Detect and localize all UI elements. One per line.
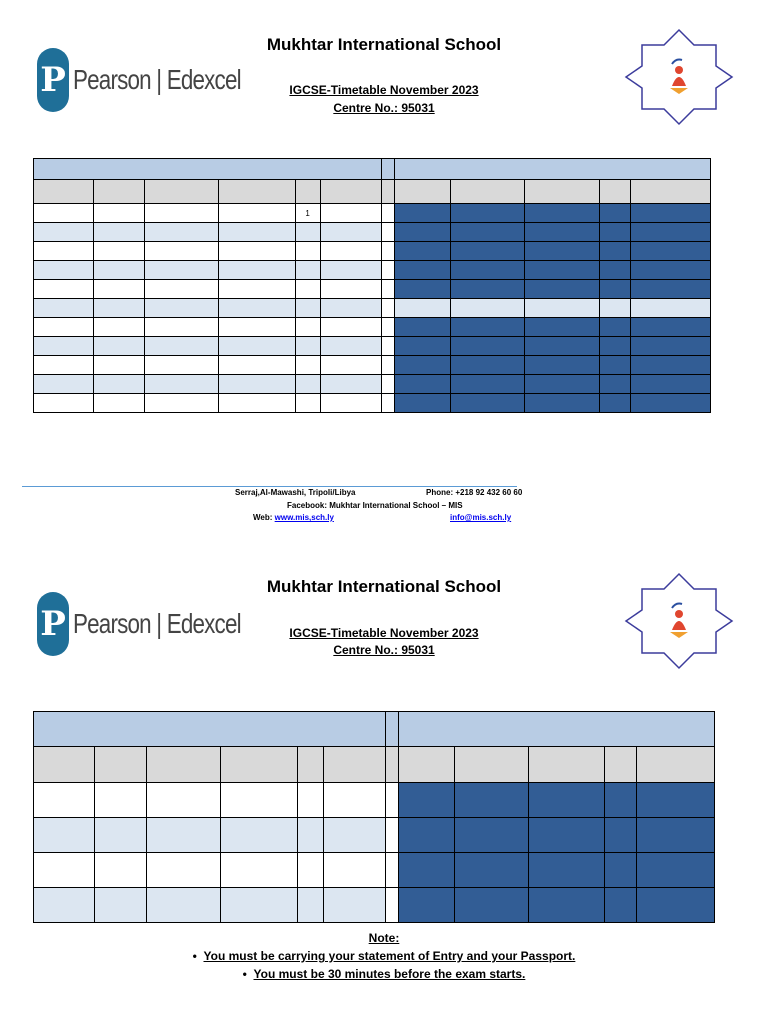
table-cell <box>297 783 323 818</box>
table-cell <box>451 299 525 318</box>
table-cell <box>144 223 218 242</box>
table-cell <box>295 394 320 413</box>
table-cell <box>94 818 146 853</box>
table-cell: 1 <box>295 204 320 223</box>
table-cell <box>382 223 395 242</box>
table-cell <box>525 261 600 280</box>
footer-web-label: Web: <box>253 513 273 522</box>
table-cell <box>34 204 94 223</box>
table-cell <box>93 318 144 337</box>
table-row <box>34 318 711 337</box>
pearson-edexcel-text: Pearson | Edexcel <box>73 64 241 95</box>
website-link[interactable]: www.mis,sch.ly <box>274 513 334 522</box>
table-cell <box>146 888 220 923</box>
table-cell <box>144 261 218 280</box>
table-cell <box>220 853 297 888</box>
table-row <box>34 261 711 280</box>
table-cell <box>386 783 399 818</box>
table-cell <box>144 242 218 261</box>
table-row <box>34 888 715 923</box>
table-cell <box>525 204 600 223</box>
pearson-p-icon: P <box>37 48 69 112</box>
table-cell <box>600 261 631 280</box>
table-cell <box>451 261 525 280</box>
table-cell <box>451 318 525 337</box>
table-cell <box>144 204 218 223</box>
table-cell <box>382 299 395 318</box>
table-cell <box>600 356 631 375</box>
table-cell <box>605 888 637 923</box>
table-cell <box>631 299 711 318</box>
table-cell <box>529 853 605 888</box>
table-cell <box>295 223 320 242</box>
table-cell <box>631 204 711 223</box>
table-cell <box>34 394 94 413</box>
table-cell <box>455 888 529 923</box>
table-cell <box>295 280 320 299</box>
table-cell <box>525 280 600 299</box>
column-header <box>395 180 451 204</box>
table-cell <box>320 375 382 394</box>
column-header <box>386 747 399 783</box>
table-cell <box>451 242 525 261</box>
table-cell <box>382 204 395 223</box>
table-cell <box>395 204 451 223</box>
table-cell <box>93 299 144 318</box>
table-cell <box>144 375 218 394</box>
footer-web <box>253 513 334 522</box>
column-header <box>451 180 525 204</box>
note-title-text: Note: <box>368 931 400 945</box>
table-cell <box>600 394 631 413</box>
table-cell <box>631 261 711 280</box>
table-cell <box>93 356 144 375</box>
table-cell <box>525 318 600 337</box>
table-row <box>34 337 711 356</box>
table-cell <box>637 818 715 853</box>
table-cell <box>382 337 395 356</box>
table-cell <box>395 261 451 280</box>
table-cell <box>382 242 395 261</box>
header-cell-gap <box>382 159 395 180</box>
table-cell <box>525 223 600 242</box>
table-cell <box>525 356 600 375</box>
table-cell <box>382 261 395 280</box>
table-cell <box>34 783 95 818</box>
table-cell <box>93 242 144 261</box>
table-cell <box>600 375 631 394</box>
footer-address: Serraj,Al-Mawashi, Tripoli/Libya <box>235 488 356 497</box>
table-cell <box>395 356 451 375</box>
table-row <box>34 394 711 413</box>
table-cell <box>320 299 382 318</box>
school-logo <box>620 28 738 126</box>
table-cell <box>600 242 631 261</box>
table-cell <box>600 280 631 299</box>
table-cell <box>218 375 295 394</box>
table-cell <box>34 853 95 888</box>
header-cell-left <box>34 712 386 747</box>
table-row <box>34 204 711 223</box>
table-cell <box>144 299 218 318</box>
table-cell <box>144 394 218 413</box>
table-cell <box>295 318 320 337</box>
table-cell <box>386 853 399 888</box>
table-cell <box>295 299 320 318</box>
header-cell-gap <box>386 712 399 747</box>
column-header <box>399 747 455 783</box>
table-cell <box>395 223 451 242</box>
table-cell <box>525 242 600 261</box>
table-cell <box>631 242 711 261</box>
table-cell <box>455 783 529 818</box>
table-row <box>34 375 711 394</box>
timetable-table-1 <box>33 158 711 413</box>
footer-phone: Phone: +218 92 432 60 60 <box>426 488 523 497</box>
column-header <box>93 180 144 204</box>
table-cell <box>525 394 600 413</box>
table-cell <box>93 375 144 394</box>
table-cell <box>525 299 600 318</box>
footer-email <box>450 513 511 522</box>
table-cell <box>295 261 320 280</box>
table-cell <box>93 261 144 280</box>
table-cell <box>395 242 451 261</box>
table-cell <box>529 783 605 818</box>
table-cell <box>525 337 600 356</box>
note-item <box>0 949 768 963</box>
note-item <box>0 967 768 981</box>
table-cell <box>297 853 323 888</box>
table-cell <box>455 853 529 888</box>
table-cell <box>637 888 715 923</box>
table-cell <box>218 318 295 337</box>
table-cell <box>323 853 386 888</box>
column-header <box>631 180 711 204</box>
table-cell <box>218 394 295 413</box>
column-header <box>144 180 218 204</box>
table-row <box>34 280 711 299</box>
table-cell <box>395 299 451 318</box>
table-cell <box>93 204 144 223</box>
table-cell <box>220 783 297 818</box>
table-cell <box>320 261 382 280</box>
table-cell <box>94 783 146 818</box>
table-cell <box>34 356 94 375</box>
table-cell <box>382 394 395 413</box>
table-cell <box>395 394 451 413</box>
table-cell <box>451 280 525 299</box>
table-cell <box>605 783 637 818</box>
table-cell <box>525 375 600 394</box>
column-header <box>382 180 395 204</box>
column-header <box>529 747 605 783</box>
header-cell-left <box>34 159 382 180</box>
table-cell <box>395 318 451 337</box>
table-row <box>34 853 715 888</box>
table-cell <box>637 783 715 818</box>
table-cell <box>34 280 94 299</box>
table-cell <box>323 783 386 818</box>
table-cell <box>399 818 455 853</box>
table-cell <box>320 280 382 299</box>
table-cell <box>600 337 631 356</box>
table-cell <box>34 318 94 337</box>
table-cell <box>93 337 144 356</box>
table-cell <box>631 223 711 242</box>
table-cell <box>144 337 218 356</box>
table-cell <box>218 242 295 261</box>
table-row <box>34 223 711 242</box>
column-header <box>455 747 529 783</box>
note-title <box>0 931 768 945</box>
table-cell <box>323 818 386 853</box>
table-cell <box>529 888 605 923</box>
column-header <box>297 747 323 783</box>
bullet-icon: • <box>192 949 204 963</box>
table-cell <box>382 375 395 394</box>
table-cell <box>395 337 451 356</box>
table-cell <box>320 242 382 261</box>
column-header <box>34 747 95 783</box>
table-cell <box>605 853 637 888</box>
table-cell <box>144 280 218 299</box>
table-cell <box>34 261 94 280</box>
table-header-row <box>34 712 715 747</box>
table-cell <box>631 375 711 394</box>
table-cell <box>320 337 382 356</box>
table-cell <box>34 337 94 356</box>
table-cell <box>297 818 323 853</box>
table-cell <box>395 280 451 299</box>
email-link[interactable]: info@mis.sch.ly <box>450 513 512 522</box>
column-header <box>605 747 637 783</box>
table-cell <box>146 783 220 818</box>
table-cell <box>600 299 631 318</box>
school-name-2: Mukhtar International School <box>266 577 502 596</box>
table-cell <box>382 280 395 299</box>
table-cell <box>34 223 94 242</box>
table-cell <box>144 318 218 337</box>
table-cell <box>395 375 451 394</box>
table-row <box>34 818 715 853</box>
column-header <box>220 747 297 783</box>
table-cell <box>146 853 220 888</box>
table-cell <box>399 783 455 818</box>
table-cell <box>451 356 525 375</box>
pearson-edexcel-text: Pearson | Edexcel <box>73 608 241 639</box>
table-cell <box>600 318 631 337</box>
table-cell <box>451 394 525 413</box>
footer-facebook: Facebook: Mukhtar International School – MIS <box>287 501 463 510</box>
table-cell <box>320 204 382 223</box>
header-cell-right <box>399 712 715 747</box>
timetable-title: IGCSE-Timetable November 2023 <box>289 83 479 97</box>
table-cell <box>93 394 144 413</box>
table-cell <box>218 356 295 375</box>
column-header <box>218 180 295 204</box>
table-cell <box>34 242 94 261</box>
column-header <box>525 180 600 204</box>
table-cell <box>295 242 320 261</box>
footer-divider <box>22 486 517 487</box>
table-cell <box>451 223 525 242</box>
column-header <box>295 180 320 204</box>
table-cell <box>93 223 144 242</box>
table-cell <box>399 888 455 923</box>
table-cell <box>94 888 146 923</box>
table-cell <box>451 337 525 356</box>
table-cell <box>218 223 295 242</box>
table-cell <box>34 818 95 853</box>
table-cell <box>600 223 631 242</box>
column-header <box>146 747 220 783</box>
table-cell <box>218 299 295 318</box>
table-cell <box>320 394 382 413</box>
table-cell <box>631 394 711 413</box>
table-cell <box>218 261 295 280</box>
note-item-text: You must be 30 minutes before the exam starts. <box>253 967 526 981</box>
table-cell <box>218 280 295 299</box>
table-cell <box>297 888 323 923</box>
table-cell <box>637 853 715 888</box>
timetable-title-2: IGCSE-Timetable November 2023 <box>289 626 479 640</box>
table-cell <box>399 853 455 888</box>
bullet-icon: • <box>242 967 254 981</box>
table-cell <box>220 888 297 923</box>
table-cell <box>382 356 395 375</box>
table-cell <box>34 299 94 318</box>
table-cell <box>320 318 382 337</box>
table-cell <box>451 375 525 394</box>
table-cell <box>144 356 218 375</box>
table-cell <box>218 204 295 223</box>
column-header <box>637 747 715 783</box>
table-row <box>34 242 711 261</box>
table-cell <box>451 204 525 223</box>
column-header <box>34 180 94 204</box>
table-cell <box>295 375 320 394</box>
table-cell <box>631 356 711 375</box>
school-name: Mukhtar International School <box>266 35 502 54</box>
column-header <box>323 747 386 783</box>
table-cell <box>295 337 320 356</box>
centre-number: Centre No.: 95031 <box>333 101 435 115</box>
table-row <box>34 783 715 818</box>
note-item-text: You must be carrying your statement of Entry and your Passport. <box>203 949 576 963</box>
school-logo-2 <box>620 572 738 670</box>
table-cell <box>631 318 711 337</box>
column-header <box>320 180 382 204</box>
table-cell <box>320 223 382 242</box>
table-cell <box>600 204 631 223</box>
table-cell <box>220 818 297 853</box>
table-cell <box>323 888 386 923</box>
table-header-row <box>34 159 711 180</box>
table-cell <box>386 818 399 853</box>
table-cell <box>93 280 144 299</box>
column-header-row <box>34 747 715 783</box>
table-cell <box>631 337 711 356</box>
timetable-table-2 <box>33 711 715 923</box>
table-cell <box>382 318 395 337</box>
header-cell-right <box>395 159 711 180</box>
table-cell <box>529 818 605 853</box>
table-row <box>34 356 711 375</box>
table-cell <box>631 280 711 299</box>
table-cell <box>386 888 399 923</box>
column-header-row <box>34 180 711 204</box>
pearson-p-icon: P <box>37 592 69 656</box>
table-row <box>34 299 711 318</box>
table-cell <box>146 818 220 853</box>
table-cell <box>455 818 529 853</box>
table-cell <box>295 356 320 375</box>
column-header <box>600 180 631 204</box>
table-cell <box>218 337 295 356</box>
table-cell <box>34 375 94 394</box>
table-cell <box>94 853 146 888</box>
table-cell <box>320 356 382 375</box>
table-cell <box>34 888 95 923</box>
table-cell <box>605 818 637 853</box>
column-header <box>94 747 146 783</box>
centre-number-2: Centre No.: 95031 <box>333 643 435 657</box>
